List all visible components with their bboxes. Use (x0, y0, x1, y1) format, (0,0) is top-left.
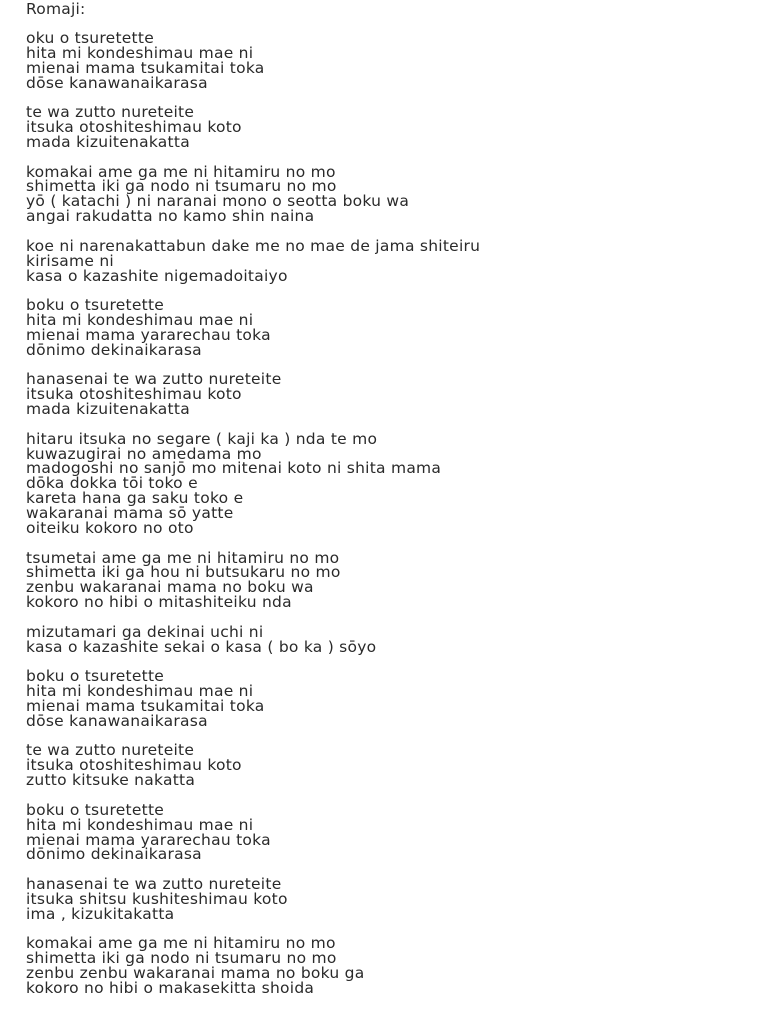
lyrics-stanza (26, 236, 761, 285)
lyrics-stanza (26, 743, 761, 788)
lyric-line: komakai ame ga me ni hitamiru no mo (26, 934, 336, 953)
lyric-line: kokoro no hibi o makasekitta shoida (26, 978, 315, 997)
lyric-line: kirisame ni (26, 251, 114, 270)
lyric-line: hita mi kondeshimau mae ni (26, 43, 254, 62)
lyric-line: oiteiku kokoro no oto (26, 519, 194, 538)
lyrics-stanza (26, 800, 761, 864)
lyrics-stanza (26, 298, 761, 358)
lyric-line: koe ni narenakattabun dake me no mae de jama shiteiru (26, 236, 481, 255)
lyric-line: tsumetai ame ga me ni hitamiru no mo (26, 548, 340, 567)
lyric-line: kareta hana ga saku toko e (26, 489, 244, 508)
lyric-line: dōse kanawanaikarasa (26, 73, 208, 92)
lyric-line: shimetta iki ga hou ni butsukaru no mo (26, 563, 341, 582)
lyrics-stanza (26, 874, 761, 923)
lyric-line: boku o tsuretette (26, 296, 165, 315)
lyric-line: angai rakudatta no kamo shin naina (26, 207, 315, 226)
lyrics-stanza (26, 162, 761, 226)
lyric-line: itsuka otoshiteshimau koto (26, 756, 242, 775)
lyric-line: hanasenai te wa zutto nureteite (26, 874, 282, 893)
lyric-line: mienai mama yararechau toka (26, 325, 271, 344)
lyric-line: te wa zutto nureteite (26, 103, 195, 122)
lyrics-body (26, 31, 761, 1010)
lyric-line: mienai mama yararechau toka (26, 830, 271, 849)
lyric-line: mada kizuitenakatta (26, 400, 190, 419)
lyric-line: hanasenai te wa zutto nureteite (26, 370, 282, 389)
lyrics-stanza (26, 429, 761, 538)
lyric-line: kuwazugirai no amedama mo (26, 444, 262, 463)
section-heading: Romaji: (26, 0, 86, 18)
lyrics-stanza (26, 31, 761, 91)
lyric-line: kasa o kazashite nigemadoitaiyo (26, 266, 288, 285)
lyric-line: kasa o kazashite sekai o kasa ( bo ka ) sōyo (26, 637, 377, 656)
lyric-line: zenbu wakaranai mama no boku wa (26, 578, 314, 597)
lyric-line: itsuka shitsu kushiteshimau koto (26, 889, 288, 908)
lyric-line: madogoshi no sanjō mo mitenai koto ni shita mama (26, 459, 442, 478)
lyric-line: mienai mama tsukamitai toka (26, 696, 265, 715)
lyric-line: wakaranai mama sō yatte (26, 504, 234, 523)
lyric-line: boku o tsuretette (26, 667, 165, 686)
lyric-line: te wa zutto nureteite (26, 741, 195, 760)
lyric-line: kokoro no hibi o mitashiteiku nda (26, 593, 292, 612)
lyric-line: oku o tsuretette (26, 29, 154, 47)
lyrics-stanza (26, 105, 761, 150)
lyrics-stanza (26, 548, 761, 612)
lyrics-stanza (26, 372, 761, 417)
lyric-line: boku o tsuretette (26, 800, 165, 819)
lyric-line: itsuka otoshiteshimau koto (26, 385, 242, 404)
lyric-line: dōnimo dekinaikarasa (26, 340, 202, 359)
lyric-line: hita mi kondeshimau mae ni (26, 815, 254, 834)
lyric-line: itsuka otoshiteshimau koto (26, 118, 242, 137)
lyric-line: yō ( katachi ) ni naranai mono o seotta boku wa (26, 192, 410, 211)
lyrics-stanza (26, 669, 761, 729)
lyric-line: hita mi kondeshimau mae ni (26, 682, 254, 701)
lyric-line: dōnimo dekinaikarasa (26, 845, 202, 864)
lyric-line: zenbu zenbu wakaranai mama no boku ga (26, 964, 365, 983)
lyrics-stanza (26, 936, 761, 996)
lyric-line: zutto kitsuke nakatta (26, 771, 196, 790)
lyric-line: mienai mama tsukamitai toka (26, 58, 265, 77)
lyric-line: dōka dokka tōi toko e (26, 474, 198, 493)
lyric-line: hita mi kondeshimau mae ni (26, 310, 254, 329)
lyric-line: shimetta iki ga nodo ni tsumaru no mo (26, 177, 337, 196)
lyric-line: shimetta iki ga nodo ni tsumaru no mo (26, 949, 337, 968)
lyrics-stanza (26, 622, 761, 656)
lyric-line: ima , kizukitakatta (26, 904, 175, 923)
lyric-line: komakai ame ga me ni hitamiru no mo (26, 162, 336, 181)
lyric-line: mada kizuitenakatta (26, 133, 190, 152)
lyric-line: mizutamari ga dekinai uchi ni (26, 622, 264, 641)
lyric-line: dōse kanawanaikarasa (26, 711, 208, 730)
lyric-line: hitaru itsuka no segare ( kaji ka ) nda te mo (26, 429, 378, 448)
